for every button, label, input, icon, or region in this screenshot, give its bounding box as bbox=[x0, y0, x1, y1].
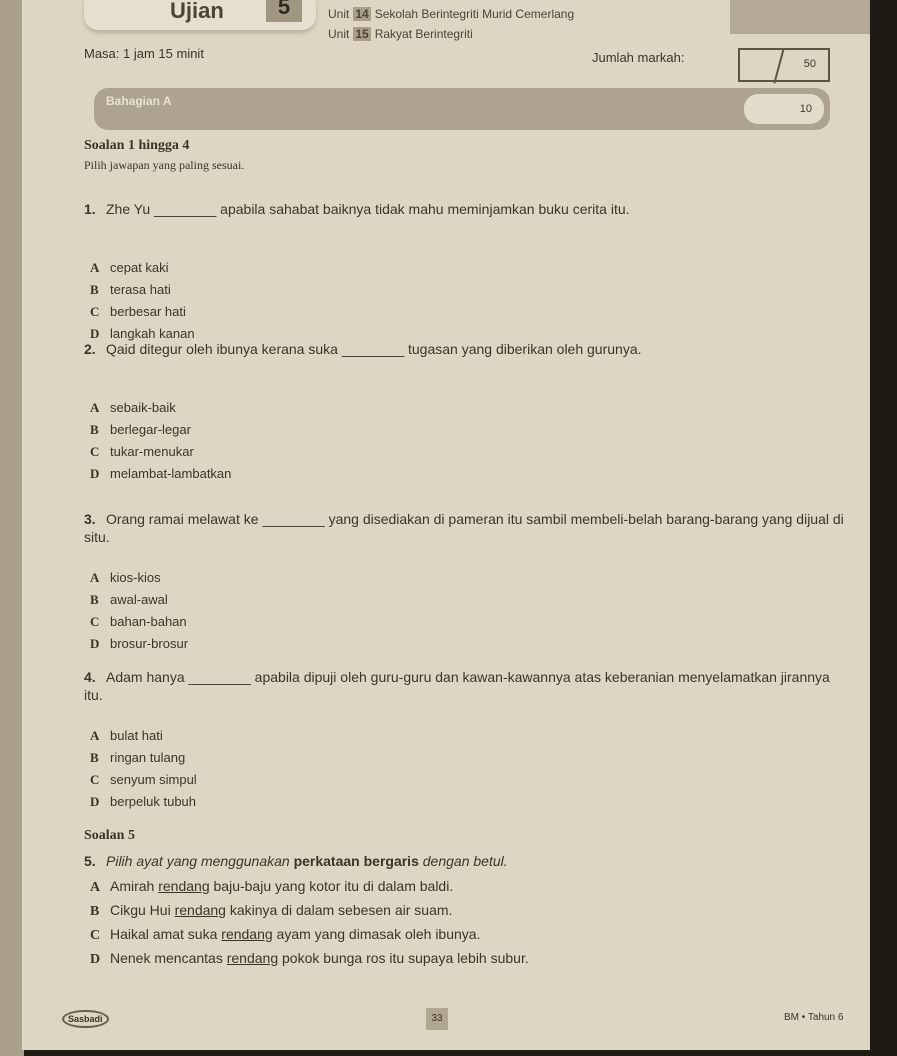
exam-number: 5 bbox=[266, 0, 302, 22]
time-allowed: Masa: 1 jam 15 minit bbox=[84, 46, 204, 61]
option-a[interactable]: A sebaik-baik bbox=[90, 400, 176, 415]
option-a[interactable]: A cepat kaki bbox=[90, 260, 169, 275]
question-3: 3. Orang ramai melawat ke ________ yang disediakan di pameran itu sambil membeli-belah barang-barang yang dijual di situ. bbox=[84, 511, 844, 545]
page-edge bbox=[0, 0, 24, 1056]
option-b[interactable]: B berlegar-legar bbox=[90, 422, 191, 437]
option-d[interactable]: D Nenek mencantas rendang pokok bunga ros itu supaya lebih subur. bbox=[90, 950, 529, 967]
option-b[interactable]: B awal-awal bbox=[90, 592, 168, 607]
option-b[interactable]: B ringan tulang bbox=[90, 750, 186, 765]
option-c[interactable]: C senyum simpul bbox=[90, 772, 197, 787]
question-5: 5. Pilih ayat yang menggunakan perkataan bergaris dengan betul. bbox=[84, 853, 508, 869]
unit-2: Unit 15 Rakyat Berintegriti bbox=[328, 27, 473, 41]
corner-decoration bbox=[730, 0, 870, 34]
question-4: 4. Adam hanya ________ apabila dipuji oleh guru-guru dan kawan-kawannya atas keberanian menyelamatkan jirannya itu. bbox=[84, 669, 830, 703]
unit-1: Unit 14 Sekolah Berintegriti Murid Cemerlang bbox=[328, 7, 575, 21]
exam-title: Ujian bbox=[170, 0, 224, 23]
option-a[interactable]: A bulat hati bbox=[90, 728, 163, 743]
total-marks-box: 50 bbox=[738, 48, 830, 82]
exam-page bbox=[22, 0, 870, 1050]
question-2: 2. Qaid ditegur oleh ibunya kerana suka ________ tugasan yang diberikan oleh gurunya. bbox=[84, 341, 642, 357]
option-d[interactable]: D berpeluk tubuh bbox=[90, 794, 197, 809]
section-marks: 10 bbox=[744, 94, 824, 124]
option-c[interactable]: C Haikal amat suka rendang ayam yang dimasak oleh ibunya. bbox=[90, 926, 481, 943]
total-marks-label: Jumlah markah: bbox=[592, 50, 685, 65]
option-c[interactable]: C bahan-bahan bbox=[90, 614, 187, 629]
option-c[interactable]: C tukar-menukar bbox=[90, 444, 194, 459]
option-a[interactable]: A Amirah rendang baju-baju yang kotor itu di dalam baldi. bbox=[90, 878, 454, 895]
option-d[interactable]: D melambat-lambatkan bbox=[90, 466, 232, 481]
option-d[interactable]: D brosur-brosur bbox=[90, 636, 189, 651]
option-c[interactable]: C berbesar hati bbox=[90, 304, 186, 319]
question-1: 1. Zhe Yu ________ apabila sahabat baiknya tidak mahu meminjamkan buku cerita itu. bbox=[84, 201, 630, 217]
unit-list bbox=[328, 4, 574, 44]
section-label: Bahagian A bbox=[106, 94, 172, 108]
option-b[interactable]: B Cikgu Hui rendang kakinya di dalam sebesen air suam. bbox=[90, 902, 453, 919]
option-a[interactable]: A kios-kios bbox=[90, 570, 161, 585]
part2-title: Soalan 5 bbox=[84, 828, 135, 843]
publisher-logo: Sasbadi bbox=[62, 1010, 109, 1028]
option-b[interactable]: B terasa hati bbox=[90, 282, 171, 297]
footer-subject: BM • Tahun 6 bbox=[784, 1012, 844, 1023]
part1-instruction: Pilih jawapan yang paling sesuai. bbox=[84, 158, 245, 172]
part1-title: Soalan 1 hingga 4 bbox=[84, 138, 190, 153]
page-number: 33 bbox=[426, 1008, 448, 1030]
section-band bbox=[94, 88, 830, 130]
option-d[interactable]: D langkah kanan bbox=[90, 326, 195, 341]
